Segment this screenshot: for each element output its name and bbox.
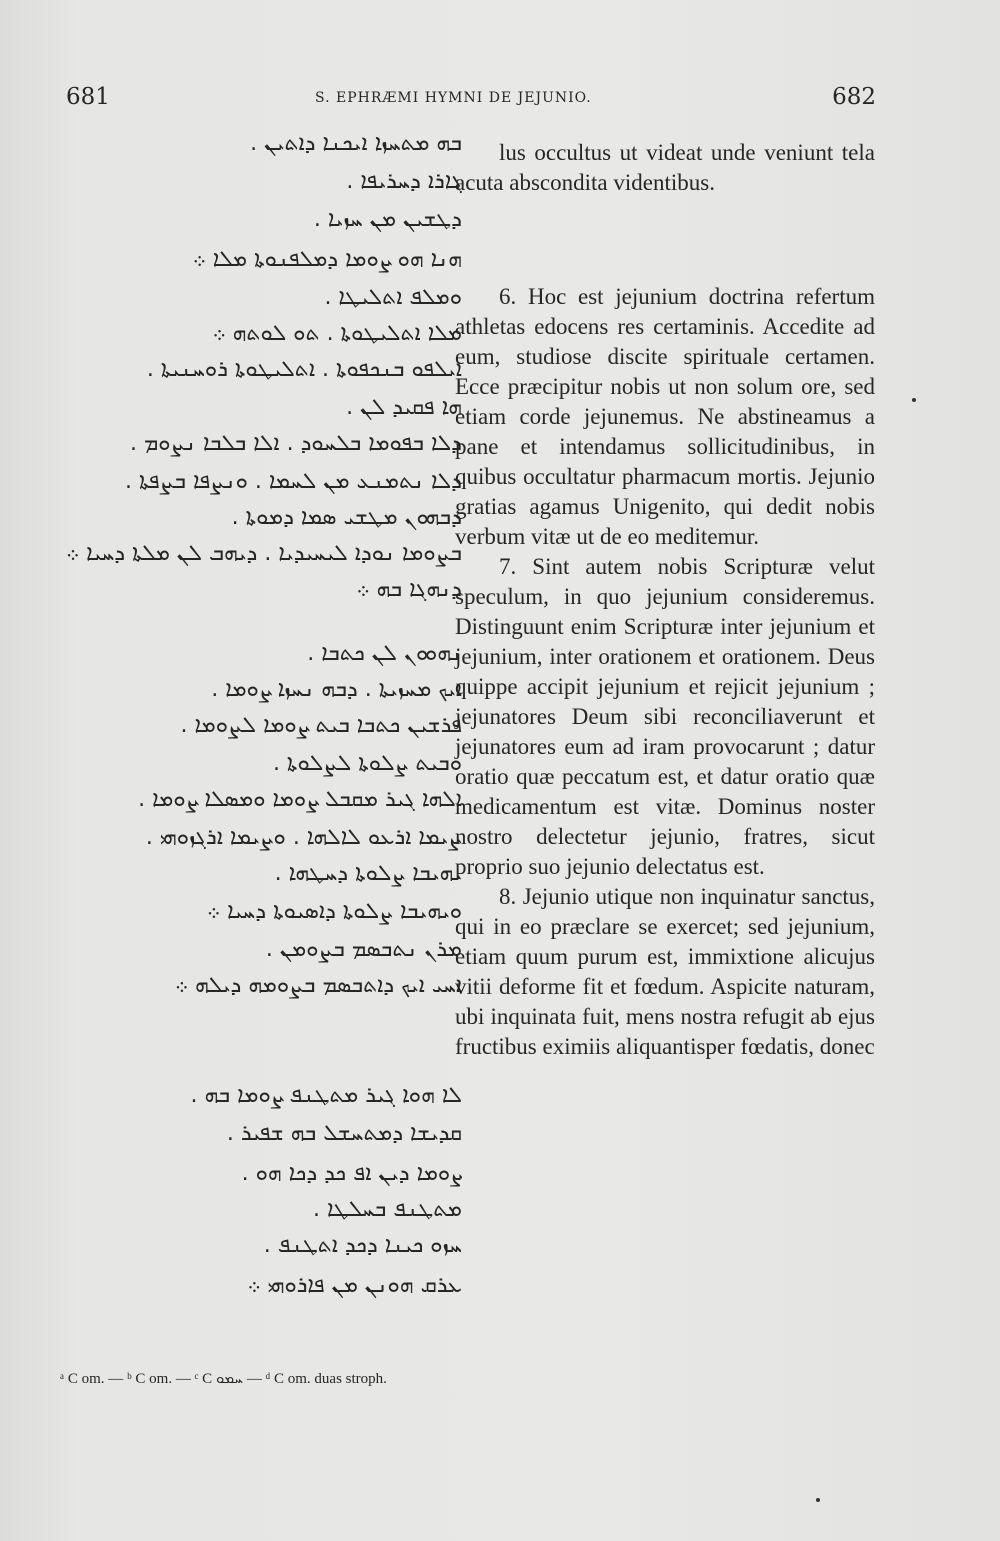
syriac-line: ܕܒܗܘܢ ܡܛܫܝ ܣܡܐ ܕܡܘܬܐ . [231, 505, 462, 530]
syriac-line: ܩܕܝܫܐ ܕܡܬܚܫܠ ܒܗ ܫܦܝܪ . [226, 1121, 462, 1146]
syriac-line: ܨܝܡܐ ܐܪܥܘ ܠܐܠܗܐ . ܘܨܝܡܐ ܐܪܓܙܘܗܝ . [145, 825, 462, 850]
latin-column [455, 138, 875, 1062]
syriac-line: ܕܢܗܓܐ ܒܗ ܀ [356, 577, 462, 602]
syriac-line: ܚܙܘ ܟܝܢܐ ܕܟܕ ܐܬܛܢܦ . [263, 1233, 462, 1258]
syriac-line: ܘܝܗܝܒܐ ܨܠܘܬܐ ܕܐܣܝܘܬܐ ܕܚܝܐ ܀ [206, 899, 462, 924]
syriac-line: ܕܛܫܝܢ ܡܢ ܚܙܝܐ . [313, 207, 462, 232]
print-speck [816, 1498, 820, 1502]
syriac-line: ܘܡܠܦ ܐܬܠܝܛܐ . [324, 285, 462, 310]
syriac-line: ܘܒܝܬ ܨܠܘܬܐ ܠܨܠܘܬܐ . [272, 751, 462, 776]
syriac-line: ܢܗܘܘܢ ܠܢ ܟܬܒܐ . [307, 641, 462, 666]
syriac-line: ܡܬܛܢܦ ܒܚܠܛܐ . [313, 1197, 462, 1222]
syriac-line: ܒܗ ܡܬܚܙܐ ܐܝܟܢܐ ܕܐܬܝܢ . [250, 131, 462, 156]
syriac-line: ܐܝܠܦܘ ܒܢܟܦܘܬܐ . ܐܬܠܝܛܘܬܐ ܪܘܚܢܝܬܐ . [146, 357, 462, 382]
syriac-line: ܓܐܪܐ ܕܚܪܝܦܐ . [346, 169, 462, 194]
syriac-line: ܝܗܝܒܐ ܨܠܘܬܐ ܕܚܛܗܐ . [274, 861, 462, 886]
syriac-line: ܒܨܘܡܐ ܢܘܕܐ ܠܝܚܝܕܝܐ . ܕܝܗܒ ܠܢ ܡܠܬܐ ܕܚܝܐ ܀ [65, 541, 462, 566]
page-header [0, 84, 1000, 114]
page-number-left: 681 [66, 84, 110, 110]
syriac-line: ܐܚܝ ܐܝܟ ܕܐܬܒܣܡ ܒܨܘܡܗ ܕܝܠܗ ܀ [174, 973, 462, 998]
latin-paragraph: 8. Jejunio utique non inquinatur sanctus, qui in eo præclare se exercet; sed jejunium, etiam quum purum est, immixtione alicujus vitii deforme fit et fœdum. Aspicite naturam, ubi inquinata fuit, mens nostra refugit ab ejus fructibus eximiis aliquantisper fœdatis, donec [455, 884, 875, 1059]
page-number-right: 682 [832, 84, 876, 110]
footnotes: ᵃ C om. — ᵇ C om. — ᶜ C ܚܡܘ — ᵈ C om. duas stroph. [60, 1371, 387, 1387]
running-title: S. EPHRÆMI HYMNI DE JEJUNIO. [315, 90, 592, 106]
syriac-line: ܗܐ ܦܩܝܕ ܠܢ . [346, 395, 462, 420]
latin-paragraph: 7. Sint autem nobis Scripturæ velut speculum, in quo jejunium consideremus. Distinguunt enim Scripturæ inter jejunium et jejunium, inter orationem et orationem. Deus quippe accipit jejunium et rejicit jejunium ; jejunatores Deum sibi reconciliaverunt et jejunatores eum ad iram provocarunt ; datur oratio quæ peccatum est, et datur oratio quæ medicamentum est vitæ. Dominus noster nostro delectetur jejunio, fratres, sicut proprio suo jejunio delectatus est. [455, 554, 875, 879]
syriac-line: ܡܪܢ ܢܬܒܣܡ ܒܨܘܡܢ . [265, 937, 462, 962]
syriac-line: ܦܪܫܝܢ ܟܬܒܐ ܒܝܬ ܨܘܡܐ ܠܨܘܡܐ . [180, 713, 462, 738]
syriac-line: ܡܠܐ ܐܬܠܝܛܘܬܐ . ܬܘ ܠܘܬܗ ܀ [212, 321, 462, 346]
syriac-line: ܕܠܐ ܢܬܡܢܥ ܡܢ ܠܚܡܐ . ܘܢܨܦܐ ܒܨܦܬܐ . [124, 469, 462, 494]
syriac-line: ܕܠܐ ܒܦܘܡܐ ܒܠܚܘܕ . ܐܠܐ ܒܠܒܐ ܢܨܘܡ . [129, 431, 462, 456]
syriac-line: ܨܘܡܐ ܕܝܢ ܐܦ ܟܕ ܕܟܐ ܗܘ . [241, 1161, 462, 1186]
syriac-line: ܐܠܗܐ ܓܝܪ ܡܩܒܠ ܨܘܡܐ ܘܡܣܠܐ ܨܘܡܐ . [138, 787, 462, 812]
syriac-line: ܠܐ ܗܘܐ ܓܝܪ ܡܬܛܢܦ ܨܘܡܐ ܒܗ . [190, 1083, 462, 1108]
syriac-column [60, 130, 462, 1330]
latin-paragraph: 6. Hoc est jejunium doctrina refertum athletas edocens res certaminis. Accedite ad eum, studiose discite spirituale certamen. Ecce præcipitur nobis ut non solum ore, sed etiam corde jejunemus. Ne abstineamus a pane et intendamus sollicitudinibus, in quibus occultatur pharmacum mortis. Jejunio gratias agamus Unigenito, qui dedit nobis verbum vitæ ut de eo meditemur. [455, 284, 875, 549]
syriac-line: ܥܪܩ ܗܘܢܢ ܡܢ ܦܐܪܘܗܝ ܀ [247, 1273, 462, 1298]
latin-paragraph: lus occultus ut videat unde veniunt tela acuta abscondita videntibus. [455, 140, 875, 195]
syriac-line: ܐܝܟ ܡܚܙܝܬܐ . ܕܒܗ ܢܚܙܐ ܨܘܡܐ . [211, 677, 462, 702]
syriac-line: ܗܢܐ ܗܘ ܨܘܡܐ ܕܡܠܦܢܘܬܐ ܡܠܐ ܀ [192, 247, 462, 272]
print-speck [912, 398, 916, 402]
